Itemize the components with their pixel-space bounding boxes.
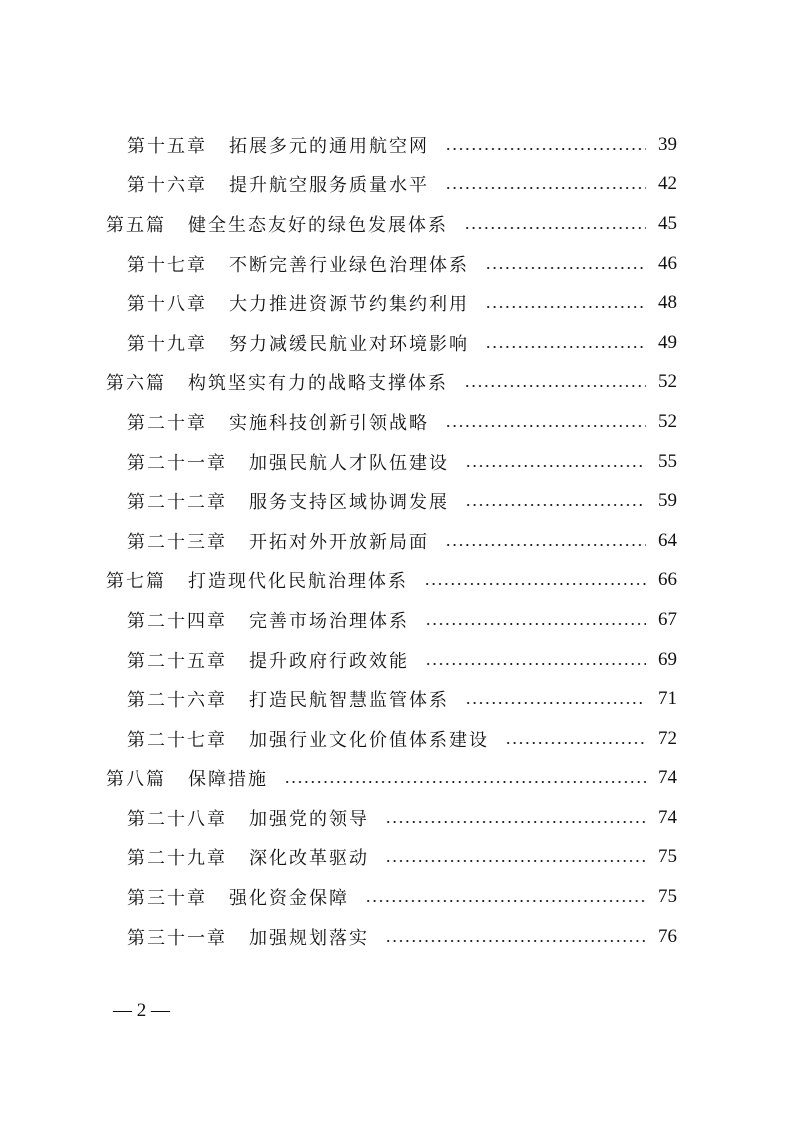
toc-entry-number: 第六篇 <box>106 373 166 395</box>
dot-leader <box>485 306 646 308</box>
toc-entry-number: 第二十六章 <box>127 690 227 712</box>
toc-entry[interactable] <box>0 600 793 640</box>
dot-leader <box>464 227 646 229</box>
toc-entry[interactable] <box>0 165 793 205</box>
toc-entry-page: 59 <box>658 490 677 512</box>
toc-entry[interactable] <box>0 363 793 403</box>
toc-entry-label <box>106 567 408 593</box>
toc-entry-number: 第十八章 <box>127 294 207 316</box>
toc-entry-title: 加强行业文化价值体系建设 <box>249 729 489 751</box>
toc-entry-label <box>127 647 409 673</box>
toc-entry-page: 39 <box>658 133 677 155</box>
toc-entry-number: 第二十三章 <box>127 531 227 553</box>
toc-entry[interactable] <box>0 798 793 838</box>
toc-entry-title: 打造现代化民航治理体系 <box>188 571 408 593</box>
toc-entry-page: 72 <box>658 727 677 749</box>
toc-entry-label <box>127 251 469 277</box>
dot-leader <box>465 504 646 506</box>
toc-entry[interactable] <box>0 204 793 244</box>
dot-leader <box>465 702 646 704</box>
toc-entry-number: 第十九章 <box>127 333 207 355</box>
toc-entry-page: 71 <box>658 688 677 710</box>
toc-entry-label <box>127 884 349 910</box>
toc-entry-label <box>127 924 369 950</box>
toc-entry-number: 第七篇 <box>106 571 166 593</box>
toc-entry-title: 强化资金保障 <box>229 888 349 910</box>
toc-entry-page: 48 <box>658 292 677 314</box>
toc-entry-page: 75 <box>658 846 677 868</box>
dot-leader <box>445 544 646 546</box>
toc-entry-number: 第三十一章 <box>127 927 227 949</box>
dot-leader <box>425 623 646 625</box>
dot-leader <box>464 385 646 387</box>
toc-entry-page: 46 <box>658 252 677 274</box>
toc-entry-title: 提升航空服务质量水平 <box>229 175 429 197</box>
toc-entry[interactable] <box>0 917 793 957</box>
toc-entry-label <box>106 765 268 791</box>
toc-entry-title: 打造民航智慧监管体系 <box>249 690 449 712</box>
toc-entry-title: 加强党的领导 <box>249 808 369 830</box>
toc-entry-page: 42 <box>658 173 677 195</box>
toc-entry-label <box>127 844 369 870</box>
toc-entry[interactable] <box>0 838 793 878</box>
toc-entry-label <box>127 449 449 475</box>
dot-leader <box>445 187 646 189</box>
dot-leader <box>284 781 646 783</box>
toc-entry-page: 67 <box>658 608 677 630</box>
toc-entry-title: 完善市场治理体系 <box>249 610 409 632</box>
toc-entry-label <box>127 290 469 316</box>
toc-entry-title: 健全生态友好的绿色发展体系 <box>188 214 448 236</box>
toc-entry-number: 第二十五章 <box>127 650 227 672</box>
toc-entry-number: 第二十九章 <box>127 848 227 870</box>
toc-entry[interactable] <box>0 402 793 442</box>
toc-entry-page: 55 <box>658 450 677 472</box>
toc-entry-number: 第五篇 <box>106 214 166 236</box>
toc-entry-title: 开拓对外开放新局面 <box>249 531 429 553</box>
toc-entry-label <box>127 409 429 435</box>
toc-entry-page: 74 <box>658 806 677 828</box>
toc-entry-number: 第二十四章 <box>127 610 227 632</box>
toc-entry-label <box>127 171 429 197</box>
toc-entry-title: 实施科技创新引领战略 <box>229 412 429 434</box>
toc-entry-label <box>127 607 409 633</box>
toc-entry[interactable] <box>0 323 793 363</box>
toc-entry-page: 74 <box>658 767 677 789</box>
toc-entry-label <box>106 369 448 395</box>
toc-entry-number: 第二十二章 <box>127 492 227 514</box>
toc-entry-label <box>127 488 449 514</box>
toc-entry-number: 第十五章 <box>127 135 207 157</box>
toc-entry[interactable] <box>0 283 793 323</box>
toc-entry-title: 服务支持区域协调发展 <box>249 492 449 514</box>
toc-entry[interactable] <box>0 521 793 561</box>
toc-entry[interactable] <box>0 244 793 284</box>
toc-entry-page: 52 <box>658 410 677 432</box>
toc-entry-title: 加强民航人才队伍建设 <box>249 452 449 474</box>
toc-entry-title: 构筑坚实有力的战略支撑体系 <box>188 373 448 395</box>
toc-entry-number: 第二十一章 <box>127 452 227 474</box>
dot-leader <box>424 583 646 585</box>
dot-leader <box>445 148 646 150</box>
toc-entry-title: 加强规划落实 <box>249 927 369 949</box>
dot-leader <box>425 663 646 665</box>
toc-entry-page: 69 <box>658 648 677 670</box>
dot-leader <box>485 267 646 269</box>
toc-entry-number: 第二十八章 <box>127 808 227 830</box>
toc-entry-label <box>106 211 448 237</box>
toc-entry[interactable] <box>0 442 793 482</box>
toc-entry-number: 第十六章 <box>127 175 207 197</box>
dot-leader <box>385 940 646 942</box>
toc-entry-number: 第二十七章 <box>127 729 227 751</box>
toc-entry-title: 拓展多元的通用航空网 <box>229 135 429 157</box>
toc-entry[interactable] <box>0 125 793 165</box>
dot-leader <box>385 821 646 823</box>
toc-entry-page: 52 <box>658 371 677 393</box>
toc-entry-label <box>127 132 429 158</box>
toc-entry-title: 深化改革驱动 <box>249 848 369 870</box>
toc-entry-title: 提升政府行政效能 <box>249 650 409 672</box>
toc-entry[interactable] <box>0 877 793 917</box>
toc-entry-label <box>127 686 449 712</box>
toc-entry[interactable] <box>0 679 793 719</box>
toc-entry-label <box>127 330 469 356</box>
toc-entry-page: 76 <box>658 925 677 947</box>
toc-entry-number: 第三十章 <box>127 888 207 910</box>
toc-entry[interactable] <box>0 481 793 521</box>
toc-entry[interactable] <box>0 640 793 680</box>
toc-entry-title: 保障措施 <box>188 769 268 791</box>
toc-entry-label <box>127 528 429 554</box>
toc-entry[interactable] <box>0 759 793 799</box>
dot-leader <box>485 346 646 348</box>
toc-entry-label <box>127 726 489 752</box>
toc-entry-number: 第十七章 <box>127 254 207 276</box>
toc-entry[interactable] <box>0 561 793 601</box>
toc-entry-page: 49 <box>658 331 677 353</box>
toc-entry-title: 不断完善行业绿色治理体系 <box>229 254 469 276</box>
toc-entry-page: 75 <box>658 886 677 908</box>
toc-entry-label <box>127 805 369 831</box>
toc-entry-page: 66 <box>658 569 677 591</box>
toc-entry-page: 45 <box>658 212 677 234</box>
table-of-contents <box>0 125 793 956</box>
page-number-footer: — 2 — <box>113 1000 170 1021</box>
toc-entry-page: 64 <box>658 529 677 551</box>
toc-entry-number: 第八篇 <box>106 769 166 791</box>
toc-entry-title: 努力减缓民航业对环境影响 <box>229 333 469 355</box>
toc-entry-number: 第二十章 <box>127 412 207 434</box>
dot-leader <box>385 860 646 862</box>
toc-entry-title: 大力推进资源节约集约利用 <box>229 294 469 316</box>
toc-entry[interactable] <box>0 719 793 759</box>
dot-leader <box>505 742 646 744</box>
dot-leader <box>465 465 646 467</box>
dot-leader <box>365 900 646 902</box>
dot-leader <box>445 425 646 427</box>
